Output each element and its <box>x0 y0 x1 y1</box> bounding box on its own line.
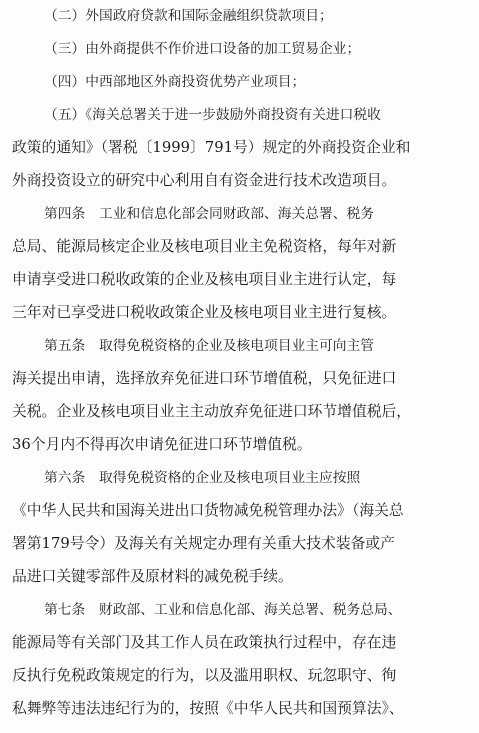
line-text: 申请享受进口税收政策的企业及核电项目业主进行认定，每 <box>12 271 397 288</box>
text-line-9 <box>0 264 479 296</box>
line-text: 能源局等有关部门及其工作人员在政策执行过程中，存在违 <box>12 634 397 651</box>
text-line-19 <box>0 594 479 626</box>
text-line-10 <box>0 297 479 329</box>
line-text: 私舞弊等违法违纪行为的，按照《中华人民共和国预算法》、 <box>12 700 404 717</box>
line-text: 36个月内不得再次申请免征进口环节增值税。 <box>12 436 312 453</box>
text-line-5 <box>0 132 479 164</box>
line-text: 第七条 财政部、工业和信息化部、海关总署、税务总局、 <box>44 602 402 618</box>
line-text: 三年对已享受进口税收政策企业及核电项目业主进行复核。 <box>12 304 397 321</box>
text-line-20 <box>0 627 479 659</box>
text-line-11 <box>0 330 479 362</box>
text-line-7 <box>0 198 479 230</box>
text-line-4 <box>0 99 479 131</box>
line-text: 政策的通知》（署税〔1999〕791号）规定的外商投资企业和 <box>12 139 411 156</box>
line-text: 海关提出申请，选择放弃免征进口环节增值税，只免征进口 <box>12 370 397 387</box>
text-line-6 <box>0 165 479 197</box>
line-text: 外商投资设立的研究中心利用自有资金进行技术改造项目。 <box>12 172 397 189</box>
line-text: 第六条 取得免税资格的企业及核电项目业主应按照 <box>44 470 361 486</box>
text-line-3 <box>0 66 479 98</box>
text-line-13 <box>0 396 479 428</box>
text-line-17 <box>0 528 479 560</box>
line-text: 《中华人民共和国海关进出口货物减免税管理办法》（海关总 <box>12 502 404 519</box>
line-text: 第四条 工业和信息化部会同财政部、海关总署、税务 <box>44 206 375 222</box>
text-line-18 <box>0 561 479 593</box>
line-text: （四）中西部地区外商投资优势产业项目； <box>44 74 306 90</box>
line-text: 品进口关键零部件及原材料的减免税手续。 <box>12 568 293 585</box>
text-line-12 <box>0 363 479 395</box>
line-text: 第五条 取得免税资格的企业及核电项目业主可向主管 <box>44 338 375 354</box>
text-line-1 <box>0 0 479 32</box>
text-line-16 <box>0 495 479 527</box>
text-line-22 <box>0 693 479 725</box>
line-text: （二）外国政府贷款和国际金融组织贷款项目； <box>44 8 333 24</box>
text-line-2 <box>0 33 479 65</box>
line-text: 关税。企业及核电项目业主主动放弃免征进口环节增值税后， <box>12 403 412 420</box>
line-text: 总局、能源局核定企业及核电项目业主免税资格，每年对新 <box>12 238 397 255</box>
line-text: （五）《海关总署关于进一步鼓励外商投资有关进口税收 <box>44 107 381 123</box>
line-text: 署第179号令）及海关有关规定办理有关重大技术装备或产 <box>12 535 395 552</box>
line-text: （三）由外商提供不作价进口设备的加工贸易企业； <box>44 41 361 57</box>
text-line-14 <box>0 429 479 461</box>
text-line-21 <box>0 660 479 692</box>
line-text: 反执行免税政策规定的行为，以及滥用职权、玩忽职守、徇 <box>12 667 397 684</box>
text-line-15 <box>0 462 479 494</box>
text-line-8 <box>0 231 479 263</box>
